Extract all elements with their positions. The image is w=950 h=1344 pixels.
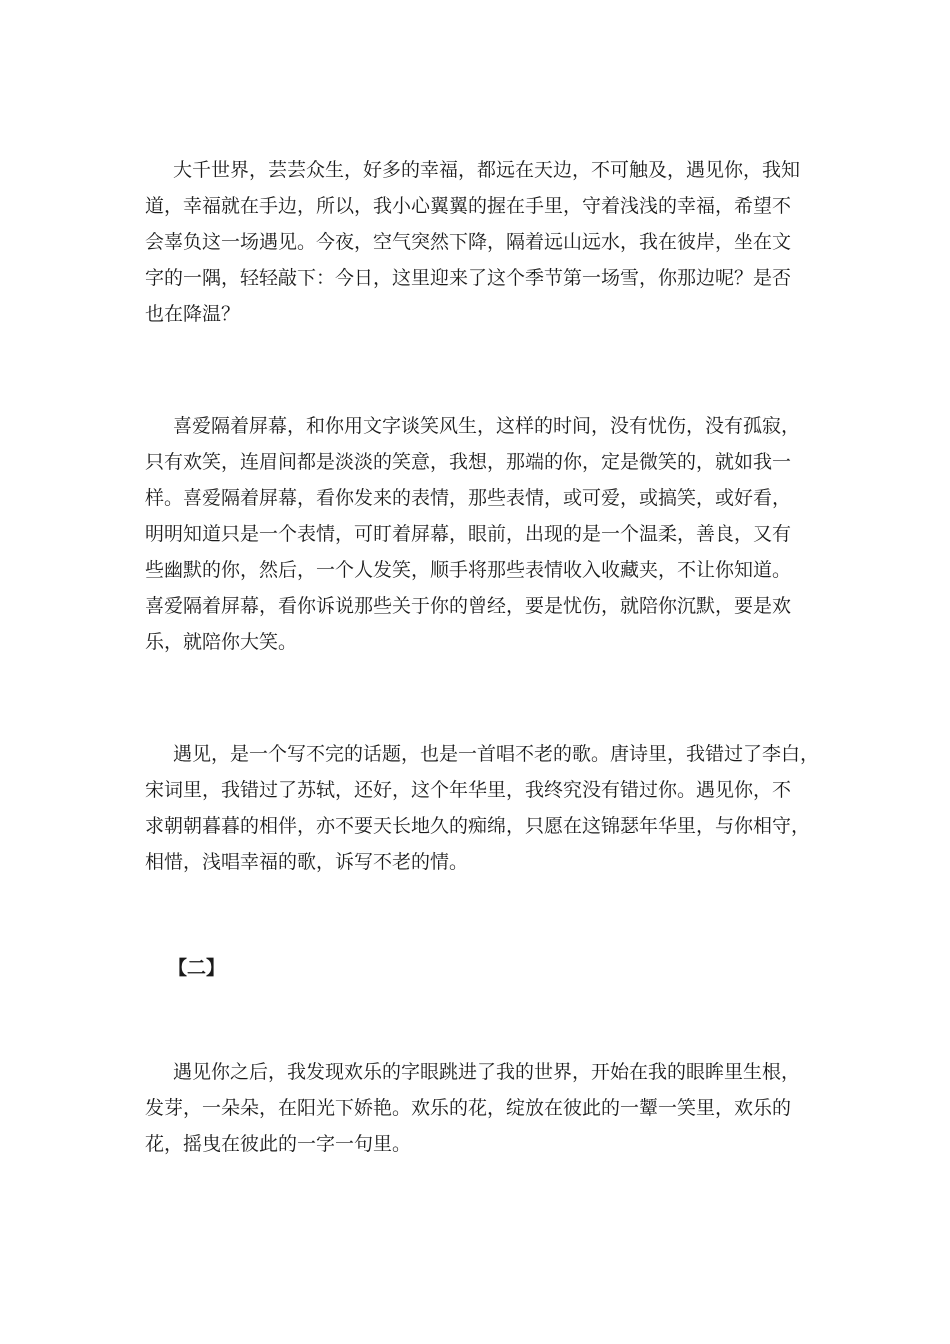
paragraph-2 — [145, 408, 815, 660]
text-line: 宋词里，我错过了苏轼，还好，这个年华里，我终究没有错过你。遇见你，不 — [145, 779, 792, 801]
text-line: 花，摇曳在彼此的一字一句里。 — [145, 1133, 412, 1155]
text-line: 字的一隅，轻轻敲下：今日，这里迎来了这个季节第一场雪，你那边呢？是否 — [145, 267, 792, 289]
paragraph-4 — [145, 1054, 815, 1162]
text-line: 遇见你之后，我发现欢乐的字眼跳进了我的世界，开始在我的眼眸里生根， — [173, 1061, 801, 1083]
text-line: 喜爱隔着屏幕，和你用文字谈笑风生，这样的时间，没有忧伤，没有孤寂， — [173, 415, 801, 437]
text-line: 只有欢笑，连眉间都是淡淡的笑意，我想，那端的你，定是微笑的，就如我一 — [145, 451, 792, 473]
text-line: 会辜负这一场遇见。今夜，空气突然下降，隔着远山远水，我在彼岸，坐在文 — [145, 231, 792, 253]
section-heading-text: 【二】 — [168, 957, 226, 979]
text-line: 也在降温？ — [145, 303, 241, 325]
text-line: 些幽默的你，然后，一个人发笑，顺手将那些表情收入收藏夹，不让你知道。 — [145, 559, 792, 581]
text-line: 发芽，一朵朵，在阳光下娇艳。欢乐的花，绽放在彼此的一颦一笑里，欢乐的 — [145, 1097, 792, 1119]
text-line: 求朝朝暮暮的相伴，亦不要天长地久的痴绵，只愿在这锦瑟年华里，与你相守， — [145, 815, 811, 837]
text-line: 遇见，是一个写不完的话题，也是一首唱不老的歌。唐诗里，我错过了李白， — [173, 743, 820, 765]
section-heading — [168, 950, 838, 986]
text-line: 相惜，浅唱幸福的歌，诉写不老的情。 — [145, 851, 469, 873]
text-line: 大千世界，芸芸众生，好多的幸福，都远在天边，不可触及，遇见你，我知 — [173, 159, 801, 181]
text-line: 明明知道只是一个表情，可盯着屏幕，眼前，出现的是一个温柔，善良，又有 — [145, 523, 792, 545]
text-line: 喜爱隔着屏幕，看你诉说那些关于你的曾经，要是忧伤，就陪你沉默，要是欢 — [145, 595, 792, 617]
text-line: 样。喜爱隔着屏幕，看你发来的表情，那些表情，或可爱，或搞笑，或好看， — [145, 487, 792, 509]
text-line: 道，幸福就在手边，所以，我小心翼翼的握在手里，守着浅浅的幸福，希望不 — [145, 195, 792, 217]
text-line: 乐，就陪你大笑。 — [145, 631, 298, 653]
paragraph-3 — [145, 736, 820, 880]
paragraph-1 — [145, 152, 815, 332]
